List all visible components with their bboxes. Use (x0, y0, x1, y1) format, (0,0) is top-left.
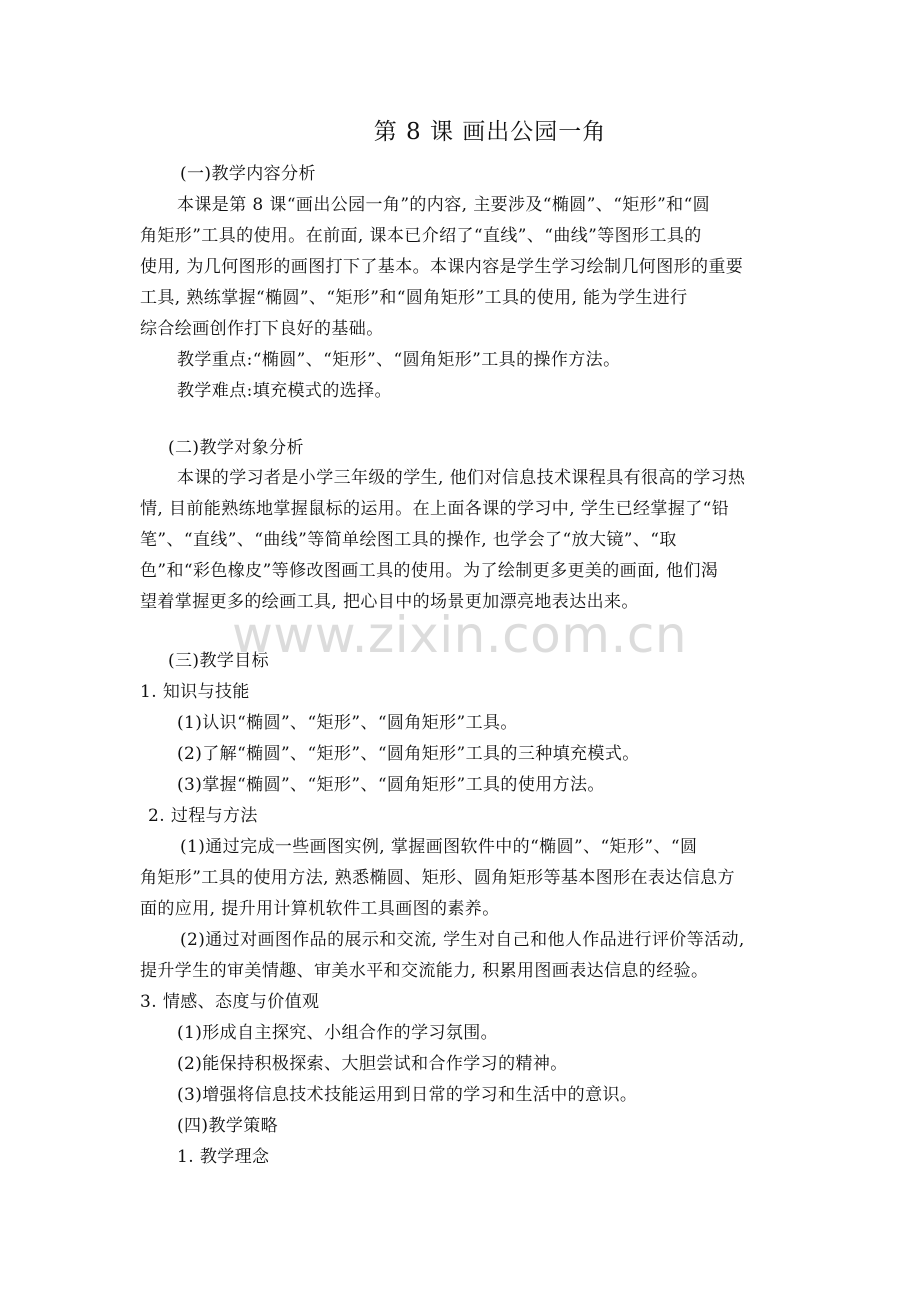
difficulty-point: 教学难点:填充模式的选择。 (177, 381, 392, 401)
goal-3-item: (3)增强将信息技术技能运用到日常的学习和生活中的意识。 (177, 1085, 638, 1105)
goal-1-item: (3)掌握“椭圆”、“矩形”、“圆角矩形”工具的使用方法。 (177, 775, 605, 795)
goal-3-heading: 3. 情感、态度与价值观 (140, 992, 320, 1012)
key-point: 教学重点:“椭圆”、“矩形”、“圆角矩形”工具的操作方法。 (177, 350, 621, 370)
section-2-paragraph-line: 本课的学习者是小学三年级的学生, 他们对信息技术课程具有很高的学习热 (177, 468, 746, 488)
section-4-subheading: 1. 教学理念 (177, 1147, 270, 1167)
section-1-paragraph-line: 工具, 熟练掌握“椭圆”、“矩形”和“圆角矩形”工具的使用, 能为学生进行 (140, 288, 688, 308)
section-2-paragraph-line: 笔”、“直线”、“曲线”等简单绘图工具的操作, 也学会了“放大镜”、“取 (140, 530, 677, 550)
goal-2-item-1-line: (1)通过完成一些画图实例, 掌握画图软件中的“椭圆”、“矩形”、“圆 (180, 837, 698, 857)
watermark: www.zixin.com.cn (232, 606, 688, 664)
goal-2-item-2-line: (2)通过对画图作品的展示和交流, 学生对自己和他人作品进行评价等活动, (180, 930, 745, 950)
section-1-paragraph-line: 角矩形”工具的使用。在前面, 课本已介绍了“直线”、“曲线”等图形工具的 (140, 226, 702, 246)
section-4-heading: (四)教学策略 (177, 1116, 279, 1136)
section-2-heading: (二)教学对象分析 (168, 438, 304, 458)
goal-1-item: (1)认识“椭圆”、“矩形”、“圆角矩形”工具。 (177, 713, 518, 733)
goal-3-item: (1)形成自主探究、小组合作的学习氛围。 (177, 1023, 499, 1043)
section-2-paragraph-line: 色”和“彩色橡皮”等修改图画工具的使用。为了绘制更多更美的画面, 他们渴 (140, 561, 719, 581)
goal-3-item: (2)能保持积极探索、大胆尝试和合作学习的精神。 (177, 1054, 568, 1074)
section-2-paragraph-line: 望着掌握更多的绘画工具, 把心目中的场景更加漂亮地表达出来。 (140, 592, 639, 612)
goal-2-item-1-line: 角矩形”工具的使用方法, 熟悉椭圆、矩形、圆角矩形等基本图形在表达信息方 (140, 868, 735, 888)
goal-2-item-1-line: 面的应用, 提升用计算机软件工具画图的素养。 (140, 899, 500, 919)
page-title: 第 8 课 画出公园一角 (373, 119, 607, 145)
goal-2-item-2-line: 提升学生的审美情趣、审美水平和交流能力, 积累用图画表达信息的经验。 (140, 961, 709, 981)
goal-1-item: (2)了解“椭圆”、“矩形”、“圆角矩形”工具的三种填充模式。 (177, 744, 640, 764)
goal-1-heading: 1. 知识与技能 (140, 682, 250, 702)
section-1-paragraph-line: 综合绘画创作打下良好的基础。 (140, 319, 384, 339)
section-1-heading: (一)教学内容分析 (180, 164, 316, 184)
section-2-paragraph-line: 情, 目前能熟练地掌握鼠标的运用。在上面各课的学习中, 学生已经掌握了“铅 (140, 499, 730, 519)
section-1-paragraph-line: 本课是第 8 课“画出公园一角”的内容, 主要涉及“椭圆”、“矩形”和“圆 (177, 195, 711, 215)
goal-2-heading: 2. 过程与方法 (148, 806, 258, 826)
section-1-paragraph-line: 使用, 为几何图形的画图打下了基本。本课内容是学生学习绘制几何图形的重要 (140, 257, 744, 277)
section-3-heading: (三)教学目标 (168, 651, 270, 671)
